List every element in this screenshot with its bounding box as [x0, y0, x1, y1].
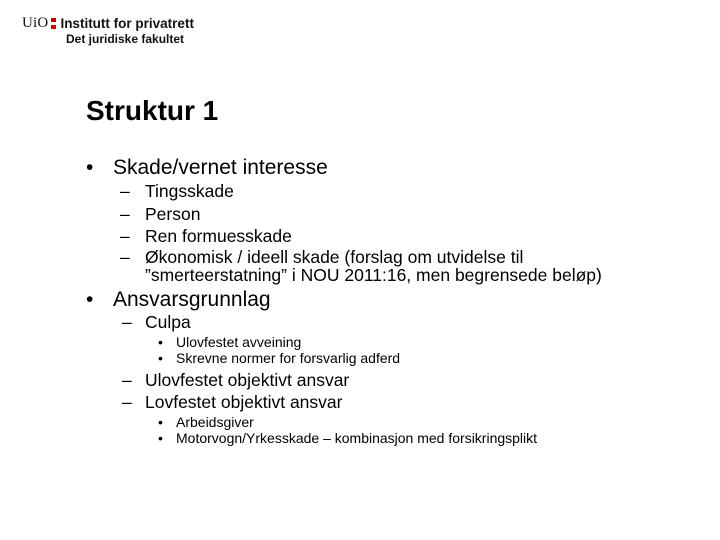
bullet-marker-small: • [158, 334, 163, 350]
sub-item: Økonomisk / ideell skade (forslag om utvidelse til [145, 247, 524, 267]
sub-item: Lovfestet objektivt ansvar [145, 392, 343, 412]
logo-colon-icon [51, 18, 56, 29]
sub-sub-item: Arbeidsgiver [176, 414, 254, 430]
bullet-item: Skade/vernet interesse [113, 156, 328, 179]
bullet-marker: • [86, 156, 94, 179]
institute-name: Institutt for privatrett [60, 15, 194, 31]
bullet-item: Ansvarsgrunnlag [113, 288, 271, 311]
bullet-marker-small: • [158, 350, 163, 366]
slide-title: Struktur 1 [86, 95, 219, 126]
dash-marker: – [122, 392, 132, 412]
sub-item: Culpa [145, 312, 191, 332]
bullet-marker-small: • [158, 430, 163, 446]
sub-item: Tingsskade [145, 181, 234, 201]
bullet-marker-small: • [158, 414, 163, 430]
dash-marker: – [120, 204, 130, 224]
uio-logo: UiO [22, 14, 49, 31]
sub-item: Ren formuesskade [145, 226, 292, 246]
slide-header [22, 14, 194, 48]
sub-item-continuation: ”smerteerstatning” i NOU 2011:16, men begrensede beløp) [145, 265, 602, 285]
faculty-name: Det juridiske fakultet [66, 32, 185, 46]
dash-marker: – [120, 226, 130, 246]
sub-sub-item: Skrevne normer for forsvarlig adferd [176, 350, 401, 366]
sub-sub-item: Ulovfestet avveining [176, 334, 302, 350]
logo-row [22, 14, 194, 32]
sub-sub-item: Motorvogn/Yrkesskade – kombinasjon med forsikringsplikt [176, 430, 538, 446]
dash-marker: – [120, 247, 130, 267]
sub-item: Ulovfestet objektivt ansvar [145, 370, 350, 390]
dash-marker: – [122, 370, 132, 390]
bullet-marker: • [86, 288, 94, 311]
dash-marker: – [122, 312, 132, 332]
sub-item: Person [145, 204, 201, 224]
dash-marker: – [120, 181, 130, 201]
